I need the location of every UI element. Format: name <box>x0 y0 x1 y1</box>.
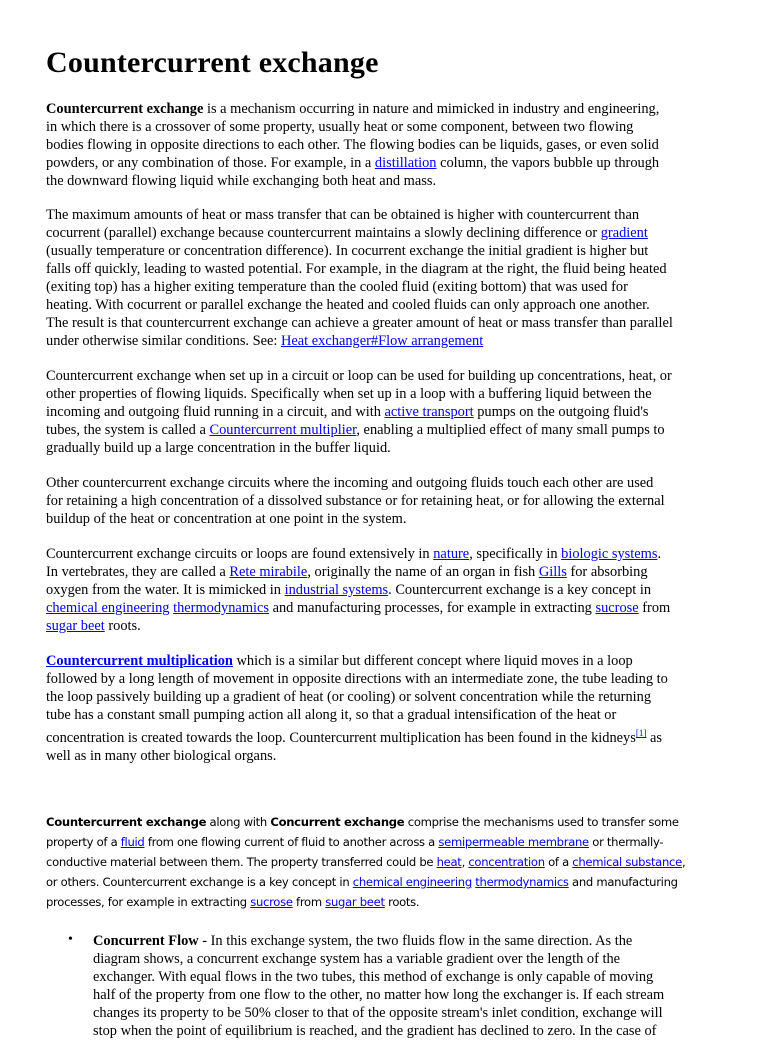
link-semipermeable-membrane[interactable]: semipermeable membrane <box>438 835 589 849</box>
text-line: tube has a constant small pumping action all along it, so that a gradual intensification of the heat or <box>46 707 617 723</box>
bullet-icon: • <box>68 932 73 947</box>
text-line: (usually temperature or concentration difference). In cocurrent exchange the initial gradient is higher but <box>46 243 649 259</box>
text-line: property of a fluid from one flowing current of fluid to another across a semipermeable membrane or thermally- <box>46 835 664 849</box>
paragraph-sans-summary <box>46 812 726 912</box>
link-gills[interactable]: Gills <box>538 564 567 580</box>
text-line: heating. With cocurrent or parallel exchange the heated and cooled fluids can only approach one another. <box>46 297 650 313</box>
link-thermodynamics-2[interactable]: thermodynamics <box>475 875 569 889</box>
text-line: In vertebrates, they are called a Rete mirabile, originally the name of an organ in fish Gills for absorbing <box>46 564 648 580</box>
link-nature[interactable]: nature <box>433 546 470 562</box>
page-title: Countercurrent exchange <box>46 46 379 79</box>
link-countercurrent-multiplier[interactable]: Countercurrent multiplier <box>209 422 357 438</box>
text-line: Countercurrent exchange when set up in a circuit or loop can be used for building up concentrations, heat, or <box>46 368 672 384</box>
term-bold: Countercurrent exchange <box>46 101 204 117</box>
link-countercurrent-multiplication[interactable]: Countercurrent multiplication <box>46 653 233 669</box>
link-sucrose-2[interactable]: sucrose <box>250 895 293 909</box>
paragraph-multiplication <box>46 652 726 765</box>
text-line: sugar beet roots. <box>46 618 141 634</box>
list-item-concurrent-flow <box>93 932 733 1040</box>
text-line: falls off quickly, leading to wasted potential. For example, in the diagram at the right, the fluid being heated <box>46 261 667 277</box>
link-concentration[interactable]: concentration <box>468 855 545 869</box>
text-line: Countercurrent exchange along with Concurrent exchange comprise the mechanisms used to transfer some <box>46 815 679 829</box>
paragraph-nature <box>46 545 726 635</box>
paragraph-intro <box>46 100 726 190</box>
link-sucrose[interactable]: sucrose <box>595 600 639 616</box>
link-active-transport[interactable]: active transport <box>384 404 474 420</box>
link-chemical-substance[interactable]: chemical substance <box>572 855 682 869</box>
text-line: The result is that countercurrent exchange can achieve a greater amount of heat or mass transfer than parallel <box>46 315 673 331</box>
text-line: followed by a long length of movement in opposite directions with an intermediate zone, the tube leading to <box>46 671 668 687</box>
link-industrial-systems[interactable]: industrial systems <box>284 582 389 598</box>
text-line: chemical engineering thermodynamics and manufacturing processes, for example in extracting sucrose from <box>46 600 671 616</box>
text-line: the downward flowing liquid while exchanging both heat and mass. <box>46 173 437 189</box>
text-line: Countercurrent multiplication which is a similar but different concept where liquid moves in a loop <box>46 653 633 669</box>
text-line: or others. Countercurrent exchange is a key concept in chemical engineering thermodynamics and manufacturing <box>46 875 678 889</box>
text-line: tubes, the system is called a Countercurrent multiplier, enabling a multiplied effect of many small pumps to <box>46 422 665 438</box>
text-line: Concurrent Flow - In this exchange system, the two fluids flow in the same direction. As the <box>93 933 633 949</box>
link-gradient[interactable]: gradient <box>600 225 648 241</box>
text-line: for retaining a high concentration of a dissolved substance or for retaining heat, or for allowing the external <box>46 493 665 509</box>
text-line: bodies flowing in opposite directions to each other. The flowing bodies can be liquids, gases, or even solid <box>46 137 659 153</box>
link-heat-exchanger[interactable]: Heat exchanger#Flow arrangement <box>281 333 484 349</box>
text-line: incoming and outgoing fluid running in a circuit, and with active transport pumps on the outgoing fluid's <box>46 404 649 420</box>
text-line: Countercurrent exchange circuits or loops are found extensively in nature, specifically in biologic systems. <box>46 546 662 562</box>
text-line: powders, or any combination of those. For example, in a distillation column, the vapors bubble up through <box>46 155 660 171</box>
text-line: exchanger. With equal flows in the two tubes, this method of exchange is only capable of moving <box>93 969 654 985</box>
text-line: in which there is a crossover of some property, usually heat or some component, between two flowing <box>46 119 634 135</box>
link-chemical-engineering[interactable]: chemical engineering <box>46 600 170 616</box>
paragraph-circuit <box>46 367 726 457</box>
link-biologic-systems[interactable]: biologic systems <box>561 546 658 562</box>
text-line: diagram shows, a concurrent exchange system has a variable gradient over the length of the <box>93 951 621 967</box>
link-sugar-beet-2[interactable]: sugar beet <box>325 895 385 909</box>
text-line: buildup of the heat or concentration at one point in the system. <box>46 511 407 527</box>
link-chemical-engineering-2[interactable]: chemical engineering <box>352 875 472 889</box>
paragraph-heat-transfer <box>46 206 726 350</box>
text-line: well as in many other biological organs. <box>46 748 277 764</box>
text-line: oxygen from the water. It is mimicked in industrial systems. Countercurrent exchange is a key concept in <box>46 582 652 598</box>
text-line: half of the property from one flow to the other, no matter how long the exchanger is. If each stream <box>93 987 665 1003</box>
text-line: gradually build up a large concentration in the buffer liquid. <box>46 440 391 456</box>
text-line: Other countercurrent exchange circuits where the incoming and outgoing fluids touch each other are used <box>46 475 654 491</box>
text-line: cocurrent (parallel) exchange because countercurrent maintains a slowly declining difference or gradient <box>46 225 648 241</box>
citation-link[interactable]: [1] <box>635 728 647 738</box>
text-line: the loop passively building up a gradient of heat (or cooling) or solvent concentration while the returning <box>46 689 652 705</box>
link-sugar-beet[interactable]: sugar beet <box>46 618 105 634</box>
text-line: stop when the point of equilibrium is reached, and the gradient has declined to zero. In the case of <box>93 1023 657 1039</box>
text-line: processes, for example in extracting sucrose from sugar beet roots. <box>46 895 420 909</box>
text-line: (exiting top) has a higher exiting temperature than the cooled fluid (exiting bottom) that was used for <box>46 279 628 295</box>
link-rete-mirabile[interactable]: Rete mirabile <box>229 564 308 580</box>
text-line: concentration is created towards the loop. Countercurrent multiplication has been found in the kidneys[1] as <box>46 728 662 746</box>
link-fluid[interactable]: fluid <box>120 835 145 849</box>
link-distillation[interactable]: distillation <box>374 155 437 171</box>
paragraph-other-circuits <box>46 474 726 528</box>
text-line: changes its property to be 50% closer to that of the opposite stream's inlet condition, exchange will <box>93 1005 663 1021</box>
link-thermodynamics[interactable]: thermodynamics <box>173 600 269 616</box>
text-line: conductive material between them. The property transferred could be heat, concentration of a chemical substance, <box>46 855 686 869</box>
text-line: other properties of flowing liquids. Specifically when set up in a loop with a buffering liquid between the <box>46 386 652 402</box>
text-line: The maximum amounts of heat or mass transfer that can be obtained is higher with countercurrent than <box>46 207 640 223</box>
text-line: under otherwise similar conditions. See: Heat exchanger#Flow arrangement <box>46 333 484 349</box>
link-heat[interactable]: heat <box>436 855 462 869</box>
text-line: Countercurrent exchange is a mechanism occurring in nature and mimicked in industry and engineering, <box>46 101 660 117</box>
